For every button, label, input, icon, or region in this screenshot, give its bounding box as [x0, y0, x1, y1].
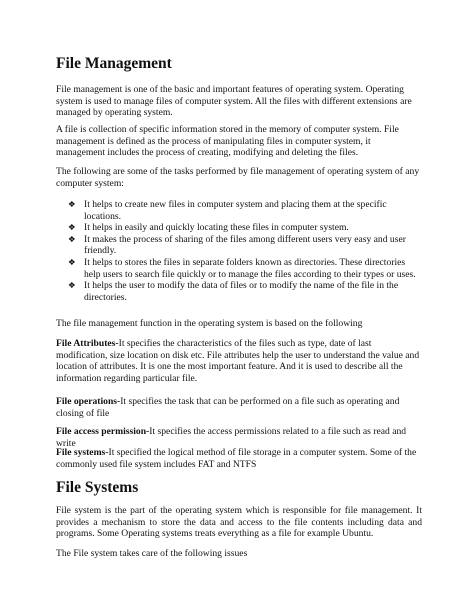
tasks-list: [68, 199, 422, 303]
term-label: File operations-: [56, 396, 121, 407]
task-text: It helps the user to modify the data of files or to modify the name of the file in the directories.: [84, 280, 399, 303]
file-operations-paragraph: [56, 396, 422, 419]
file-attributes-paragraph: [56, 338, 422, 384]
diamond-bullet-icon: ❖: [68, 280, 76, 291]
term-label: File systems-: [56, 447, 109, 458]
list-item: [68, 199, 422, 222]
function-intro-paragraph: The file management function in the operating system is based on the following: [56, 318, 363, 329]
diamond-bullet-icon: ❖: [68, 199, 76, 209]
intro-paragraph: File management is one of the basic and important features of operating system. Operating system is used to manage files of computer system. All the files with different extensions are managed by operating system.: [56, 84, 412, 119]
task-text: It helps to create new files in computer system and placing them at the specific locations.: [84, 199, 387, 222]
list-item: [68, 234, 422, 257]
term-label: File Attributes-: [56, 338, 119, 349]
term-text: It specifies the task that can be performed on a file such as operating and closing of file: [56, 396, 400, 419]
issues-intro-paragraph: The File system takes care of the following issues: [56, 548, 248, 559]
file-systems-intro-paragraph: File system is the part of the operating system which is responsible for file management. It provides a mechanism to store the data and access to the file contents including data and programs. Some Operating systems treats everything as a file for example Ubuntu.: [56, 505, 422, 540]
diamond-bullet-icon: ❖: [68, 222, 76, 233]
file-access-permission-paragraph: [56, 426, 422, 449]
term-text: It specified the logical method of file storage in a computer system. Some of the commonly used file system includes FAT and NTFS: [56, 447, 417, 470]
task-text: It helps to stores the files in separate folders known as directories. These directories help users to search file quickly or to manage the files according to their types or uses.: [84, 256, 416, 280]
heading-file-systems: File Systems: [56, 479, 139, 496]
file-systems-paragraph: [56, 447, 422, 470]
diamond-bullet-icon: ❖: [68, 233, 76, 244]
task-text: It helps in easily and quickly locating these files in computer system.: [84, 222, 349, 234]
tasks-intro-paragraph: The following are some of the tasks performed by file management of operating system of any computer system:: [56, 166, 420, 189]
list-item: [68, 257, 422, 280]
term-text: It specifies the characteristics of the files such as type, date of last modification, size location on disk etc. File attributes help the user to understand the value and location of attributes. It is one the most important feature. And it is used to describe all the information regarding particular file.: [56, 338, 420, 384]
task-text: It makes the process of sharing of the files among different users very easy and user friendly.: [84, 233, 406, 257]
heading-file-management: File Management: [56, 55, 172, 72]
term-text: It specifies the access permissions related to a file such as read and write: [56, 426, 407, 449]
list-item: [68, 280, 422, 303]
diamond-bullet-icon: ❖: [68, 256, 76, 267]
list-item: [68, 222, 422, 234]
definition-paragraph: A file is collection of specific information stored in the memory of computer system. File management is defined as the process of manipulating files in computer system, it management includes the process of creating, modifying and deleting the files.: [56, 124, 399, 159]
term-label: File access permission-: [56, 426, 150, 437]
